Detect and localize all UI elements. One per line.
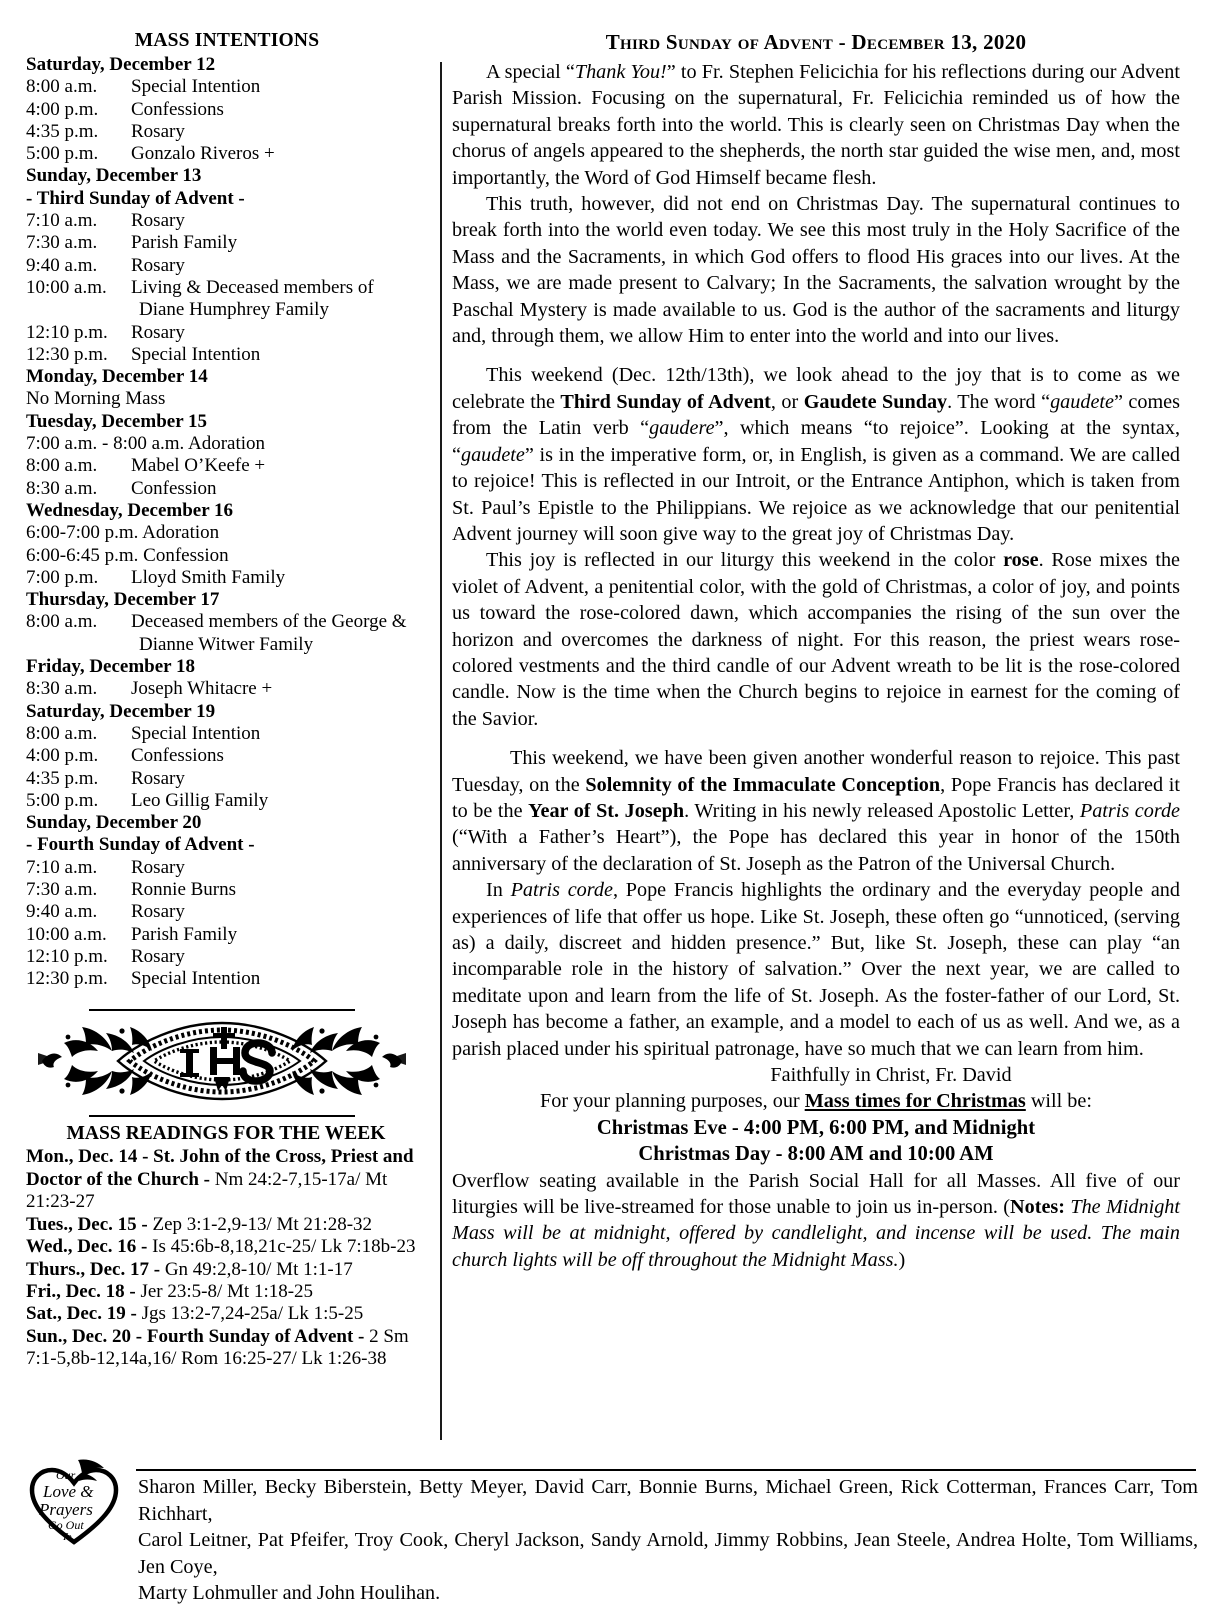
schedule-description: Rosary	[131, 856, 185, 878]
schedule-entry	[26, 232, 418, 254]
p3-text-f: ” is in the imperative form, or, in English, is given as a command. We are called to rejoice! This is reflected in our Introit, or the Entrance Antiphon, which is taken from St. Paul’s Epistle to the Philippians. We rejoice as we acknowledge that our penitential Advent journey will soon give way to the great joy of Christmas Day.	[452, 443, 1180, 545]
reading-day-label: Thurs., Dec. 17 -	[26, 1258, 165, 1280]
overflow-seating-text: Overflow seating available in the Parish Social Hall for all Masses. All five of our liturgies will be live-streamed for those unable to join us in-person. (	[452, 1169, 1180, 1219]
reading-day-label: Wed., Dec. 16 -	[26, 1236, 153, 1258]
christmas-intro-text-a: For your planning purposes, our	[540, 1090, 805, 1113]
p3-italic-gaudete-1: gaudete	[1050, 390, 1114, 413]
schedule-time: 7:10 a.m.	[26, 856, 98, 878]
schedule-time: 8:00 a.m.	[26, 76, 98, 98]
schedule-description: Confession	[131, 477, 217, 499]
p1-italic-thank-you: Thank You!	[574, 61, 667, 83]
left-column	[26, 30, 418, 1371]
reading-day-label: Sat., Dec. 19 -	[26, 1303, 142, 1325]
schedule-description: Parish Family	[131, 232, 238, 254]
pastor-letter-paragraph-1	[452, 59, 1180, 191]
schedule-day-heading: Sunday, December 20	[26, 812, 202, 834]
schedule-description: Ronnie Burns	[131, 878, 237, 900]
schedule-entry: 6:00-6:45 p.m. Confession	[26, 544, 229, 566]
schedule-time: 8:30 a.m.	[26, 477, 98, 499]
schedule-description-continued: Dianne Witwer Family	[139, 633, 314, 655]
schedule-entry	[26, 745, 418, 767]
schedule-entry	[26, 76, 418, 98]
schedule-entry: No Morning Mass	[26, 388, 166, 410]
reading-citation: Jer 23:5-8/ Mt 1:18-25	[140, 1280, 314, 1302]
schedule-description: Leo Gillig Family	[131, 789, 269, 811]
p3-text-a: This weekend (Dec. 12th/13th), we look ahead to the joy that is to come as we celebrate the	[452, 364, 1180, 413]
mass-readings-list	[26, 1146, 418, 1370]
schedule-description: Gonzalo Riveros +	[131, 143, 275, 165]
notes-close-paren: )	[898, 1248, 906, 1271]
ihs-ornament	[26, 1003, 418, 1119]
schedule-time: 7:00 p.m.	[26, 566, 99, 588]
schedule-entry	[26, 723, 418, 745]
schedule-time: 12:10 p.m.	[26, 945, 108, 967]
schedule-description: Lloyd Smith Family	[131, 566, 286, 588]
schedule-time: 9:40 a.m.	[26, 254, 98, 276]
prayer-names-list	[138, 1474, 1198, 1607]
p6-text-a: In	[486, 879, 511, 902]
p3-italic-gaudere: gaudere	[649, 417, 715, 440]
p4-bold-rose: rose	[1003, 549, 1039, 572]
column-divider	[440, 62, 442, 1440]
ihs-monogram-icon	[34, 1013, 410, 1109]
p3-text-e: ”, which means “to rejoice”. Looking at the syntax, “	[452, 417, 1180, 466]
reading-citation: Zep 3:1-2,9-13/ Mt 21:28-32	[152, 1213, 373, 1235]
schedule-day-heading: - Third Sunday of Advent -	[26, 187, 245, 209]
reading-day-label: Sun., Dec. 20 - Fourth Sunday of Advent -	[26, 1325, 370, 1347]
schedule-time: 8:00 a.m.	[26, 722, 98, 744]
schedule-description: Special Intention	[131, 343, 261, 365]
love-and-prayers-heart-icon	[26, 1452, 122, 1548]
christmas-eve-times: Christmas Eve - 4:00 PM, 6:00 PM, and Midnight	[596, 1116, 1036, 1139]
schedule-entry: 7:00 a.m. - 8:00 a.m. Adoration	[26, 433, 266, 455]
p1-text-a: A special “	[486, 61, 575, 83]
schedule-time: 7:30 a.m.	[26, 232, 98, 254]
schedule-day-heading: Wednesday, December 16	[26, 499, 234, 521]
reading-citation: Is 45:6b-8,18,21c-25/ Lk 7:18b-23	[152, 1236, 416, 1258]
prayer-list-section	[26, 1452, 1198, 1605]
schedule-description: Rosary	[131, 321, 185, 343]
p5-text-d: (“With a Father’s Heart”), the Pope has declared this year in honor of the 150th anniversary of the declaration of St. Joseph as the Patron of the Universal Church.	[452, 826, 1180, 875]
schedule-entry	[26, 210, 418, 232]
p5-text-a: This weekend, we have been given another wonderful reason to rejoice. This past Tuesday, on the	[452, 747, 1180, 796]
reading-citation: Jgs 13:2-7,24-25a/ Lk 1:5-25	[141, 1303, 364, 1325]
schedule-entry	[26, 277, 418, 322]
schedule-description: Special Intention	[131, 76, 261, 98]
schedule-entry	[26, 344, 418, 366]
schedule-time: 7:30 a.m.	[26, 878, 98, 900]
schedule-description: Confessions	[131, 98, 224, 120]
reading-citation: Gn 49:2,8-10/ Mt 1:1-17	[164, 1258, 353, 1280]
schedule-description: Living & Deceased members of	[131, 276, 374, 298]
christmas-intro-text-b: will be:	[1025, 1090, 1092, 1113]
schedule-day-heading: Saturday, December 12	[26, 54, 216, 75]
schedule-description: Joseph Whitacre +	[131, 678, 273, 700]
schedule-description: Parish Family	[131, 923, 238, 945]
pastor-letter-paragraph-6	[452, 877, 1180, 1062]
schedule-description: Special Intention	[131, 968, 261, 990]
schedule-description: Rosary	[131, 945, 185, 967]
schedule-time: 12:30 p.m.	[26, 343, 108, 365]
schedule-time: 8:30 a.m.	[26, 678, 98, 700]
schedule-entry	[26, 121, 418, 143]
p5-text-b: , Pope Francis has declared it to be the	[452, 773, 1180, 822]
p5-text-c: . Writing in his newly released Apostolic Letter,	[684, 799, 1080, 822]
schedule-description: Deceased members of the George &	[131, 611, 407, 633]
prayer-section-rule	[136, 1469, 1196, 1471]
schedule-entry	[26, 567, 418, 589]
p1-text-b: ” to Fr. Stephen Felicichia for his reflections during our Advent Parish Mission. Focusing on the supernatural, Fr. Felicichia reminded us of how the supernatural breaks forth into the world. This is clearly seen on Christmas Day when the chorus of angels appeared to the shepherds, the north star guided the wise men, and, most importantly, the Word of God Himself became flesh.	[452, 61, 1180, 189]
p5-bold-solemnity: Solemnity of the Immaculate Conception	[585, 773, 941, 796]
schedule-time: 4:35 p.m.	[26, 120, 99, 142]
schedule-time: 5:00 p.m.	[26, 789, 99, 811]
logo-text-prayers: Prayers	[39, 1500, 93, 1519]
schedule-description: Rosary	[131, 120, 185, 142]
schedule-entry	[26, 322, 418, 344]
right-column	[452, 30, 1180, 1273]
reading-day-label: Tues., Dec. 15 -	[26, 1213, 153, 1235]
schedule-time: 8:00 a.m.	[26, 455, 98, 477]
p4-text-b: . Rose mixes the violet of Advent, a penitential color, with the gold of Christmas, a color of joy, and points us toward the rose-colored dawn, which accompanies the rising of the sun over the horizon and overcomes the darkness of night. For this reason, the priest wears rose-colored vestments and the third candle of our Advent wreath to be lit is the rose-colored candle. Now is the time when the Church begins to rejoice in earnest for the coming of the Savior.	[452, 549, 1181, 730]
p5-italic-patris-corde: Patris corde	[1079, 799, 1180, 822]
schedule-time: 8:00 a.m.	[26, 611, 98, 633]
schedule-day-heading: Monday, December 14	[26, 366, 208, 388]
schedule-description: Special Intention	[131, 722, 261, 744]
logo-text-our: Our	[56, 1468, 76, 1482]
reading-entry	[26, 1236, 418, 1258]
p6-text-b: , Pope Francis highlights the ordinary and the everyday people and experiences of life that offer us hope. Like St. Joseph, these often go “unnoticed, (serving as) a daily, discreet and hidden presence.” But, like St. Joseph, these can play “an incomparable role in the history of salvation.” Over the next year, we are called to meditate upon and learn from the life of St. Joseph. As the foster-father of our Lord, St. Joseph has become a father, an example, and a model to each of us as well. And we, as a parish placed under his spiritual patronage, have so much that we can learn from him.	[452, 879, 1180, 1060]
schedule-description: Rosary	[131, 210, 185, 232]
schedule-day-heading: Saturday, December 19	[26, 700, 216, 722]
prayer-names-line-3: Marty Lohmuller and John Houlihan.	[138, 1582, 441, 1605]
schedule-entry	[26, 857, 418, 879]
schedule-description: Rosary	[131, 767, 185, 789]
pastor-letter-paragraph-3	[452, 362, 1180, 547]
p5-bold-year-of-st-joseph: Year of St. Joseph	[528, 799, 685, 822]
schedule-day-heading: Tuesday, December 15	[26, 410, 208, 432]
reading-entry	[26, 1326, 418, 1371]
p4-text-a: This joy is reflected in our liturgy this weekend in the color	[486, 549, 1004, 572]
reading-citation: 2 Sm 7:1-5,8b-12,14a,16/ Rom 16:25-27/ Lk 1:26-38	[26, 1325, 409, 1370]
schedule-day-heading: Sunday, December 13	[26, 165, 202, 187]
schedule-time: 10:00 a.m.	[26, 923, 107, 945]
schedule-entry	[26, 946, 418, 968]
logo-text-go-out: Go Out	[48, 1518, 84, 1532]
schedule-entry	[26, 901, 418, 923]
schedule-time: 4:00 p.m.	[26, 745, 99, 767]
schedule-description: Rosary	[131, 901, 185, 923]
p3-text-d: ” comes from the Latin verb “	[452, 390, 1180, 440]
schedule-time: 10:00 a.m.	[26, 276, 107, 298]
ornament-rule-bottom	[89, 1115, 355, 1117]
schedule-entry	[26, 678, 418, 700]
schedule-entry	[26, 143, 418, 165]
schedule-time: 7:10 a.m.	[26, 210, 98, 232]
p3-bold-third-sunday: Third Sunday of Advent	[560, 390, 771, 413]
christmas-mass-intro	[452, 1088, 1180, 1114]
logo-text-love-and: Love &	[43, 1482, 94, 1501]
schedule-time: 4:35 p.m.	[26, 767, 99, 789]
reading-entry	[26, 1146, 418, 1213]
reading-entry	[26, 1259, 418, 1281]
schedule-entry	[26, 455, 418, 477]
reading-entry	[26, 1303, 418, 1325]
p3-text-b: , or	[770, 390, 804, 413]
schedule-description: Mabel O’Keefe +	[131, 455, 266, 477]
mass-intentions-title: MASS INTENTIONS	[134, 30, 320, 51]
reading-day-label: Fri., Dec. 18 -	[26, 1280, 141, 1302]
schedule-description-continued: Diane Humphrey Family	[139, 299, 329, 321]
two-column-area	[0, 30, 1224, 1442]
schedule-day-heading: - Fourth Sunday of Advent -	[26, 834, 255, 856]
reading-day-label: Mon., Dec. 14 - St. John of the Cross, Priest and Doctor of the Church -	[26, 1146, 414, 1190]
mass-intentions-schedule	[26, 54, 418, 990]
p6-italic-patris-corde: Patris corde	[510, 879, 613, 902]
schedule-entry	[26, 768, 418, 790]
schedule-time: 4:00 p.m.	[26, 98, 99, 120]
schedule-time: 12:10 p.m.	[26, 321, 108, 343]
mass-readings-title: MASS READINGS FOR THE WEEK	[66, 1123, 386, 1145]
p3-italic-gaudete-2: gaudete	[460, 443, 525, 466]
christmas-intro-underlined: Mass times for Christmas	[804, 1090, 1026, 1113]
schedule-entry	[26, 99, 418, 121]
pastor-signature: Faithfully in Christ, Fr. David	[770, 1064, 1012, 1087]
schedule-entry	[26, 611, 418, 656]
schedule-entry	[26, 478, 418, 500]
schedule-description: Confessions	[131, 745, 224, 767]
schedule-day-heading: Friday, December 18	[26, 656, 196, 678]
reading-entry	[26, 1214, 418, 1236]
p3-text-c: . The word “	[947, 390, 1051, 413]
notes-label: Notes:	[1010, 1196, 1065, 1219]
schedule-entry	[26, 968, 418, 990]
schedule-entry: 6:00-7:00 p.m. Adoration	[26, 522, 220, 544]
prayer-names-line-2: Carol Leitner, Pat Pfeifer, Troy Cook, Cheryl Jackson, Sandy Arnold, Jimmy Robbins, Jean Steele, Andrea Holte, Tom Williams, Jen Coye,	[138, 1529, 1198, 1578]
schedule-entry	[26, 879, 418, 901]
schedule-time: 12:30 p.m.	[26, 968, 108, 990]
p3-bold-gaudete-sunday: Gaudete Sunday	[803, 390, 948, 413]
schedule-description: Rosary	[131, 254, 185, 276]
overflow-and-notes	[452, 1168, 1180, 1274]
schedule-entry	[26, 790, 418, 812]
ornament-rule-top	[89, 1009, 355, 1011]
pastor-letter-paragraph-5	[452, 745, 1180, 877]
schedule-day-heading: Thursday, December 17	[26, 589, 220, 611]
christmas-day-times: Christmas Day - 8:00 AM and 10:00 AM	[638, 1143, 994, 1166]
notes-italic-text: The Midnight Mass will be at midnight, offered by candlelight, and incense will be used. The main church lights will be off throughout the Midnight Mass.	[452, 1196, 1180, 1271]
sunday-banner: Third Sunday of Advent - December 13, 2020	[605, 30, 1027, 54]
schedule-time: 5:00 p.m.	[26, 143, 99, 165]
schedule-entry	[26, 924, 418, 946]
schedule-entry	[26, 255, 418, 277]
pastor-letter-paragraph-4	[452, 547, 1180, 732]
reading-entry	[26, 1281, 418, 1303]
pastor-letter-paragraph-2: This truth, however, did not end on Christmas Day. The supernatural continues to break forth into the world even today. We see this most truly in the Holy Sacrifice of the Mass and the Sacraments, in which God offers to flood His graces into our lives. At the Mass, we are made present to Calvary; In the Sacraments, the salvation wrought by the Paschal Mystery is made available to us. God is the author of the sacraments and liturgy and, through them, we allow Him to enter into the world and into our lives.	[452, 193, 1180, 348]
schedule-time: 9:40 a.m.	[26, 901, 98, 923]
reading-citation: Nm 24:2-7,15-17a/ Mt 21:23-27	[26, 1168, 388, 1213]
logo-text-to: To...	[62, 1532, 80, 1543]
prayer-names-line-1: Sharon Miller, Becky Biberstein, Betty Meyer, David Carr, Bonnie Burns, Michael Green, Rick Cotterman, Frances Carr, Tom Richhart,	[138, 1476, 1198, 1525]
